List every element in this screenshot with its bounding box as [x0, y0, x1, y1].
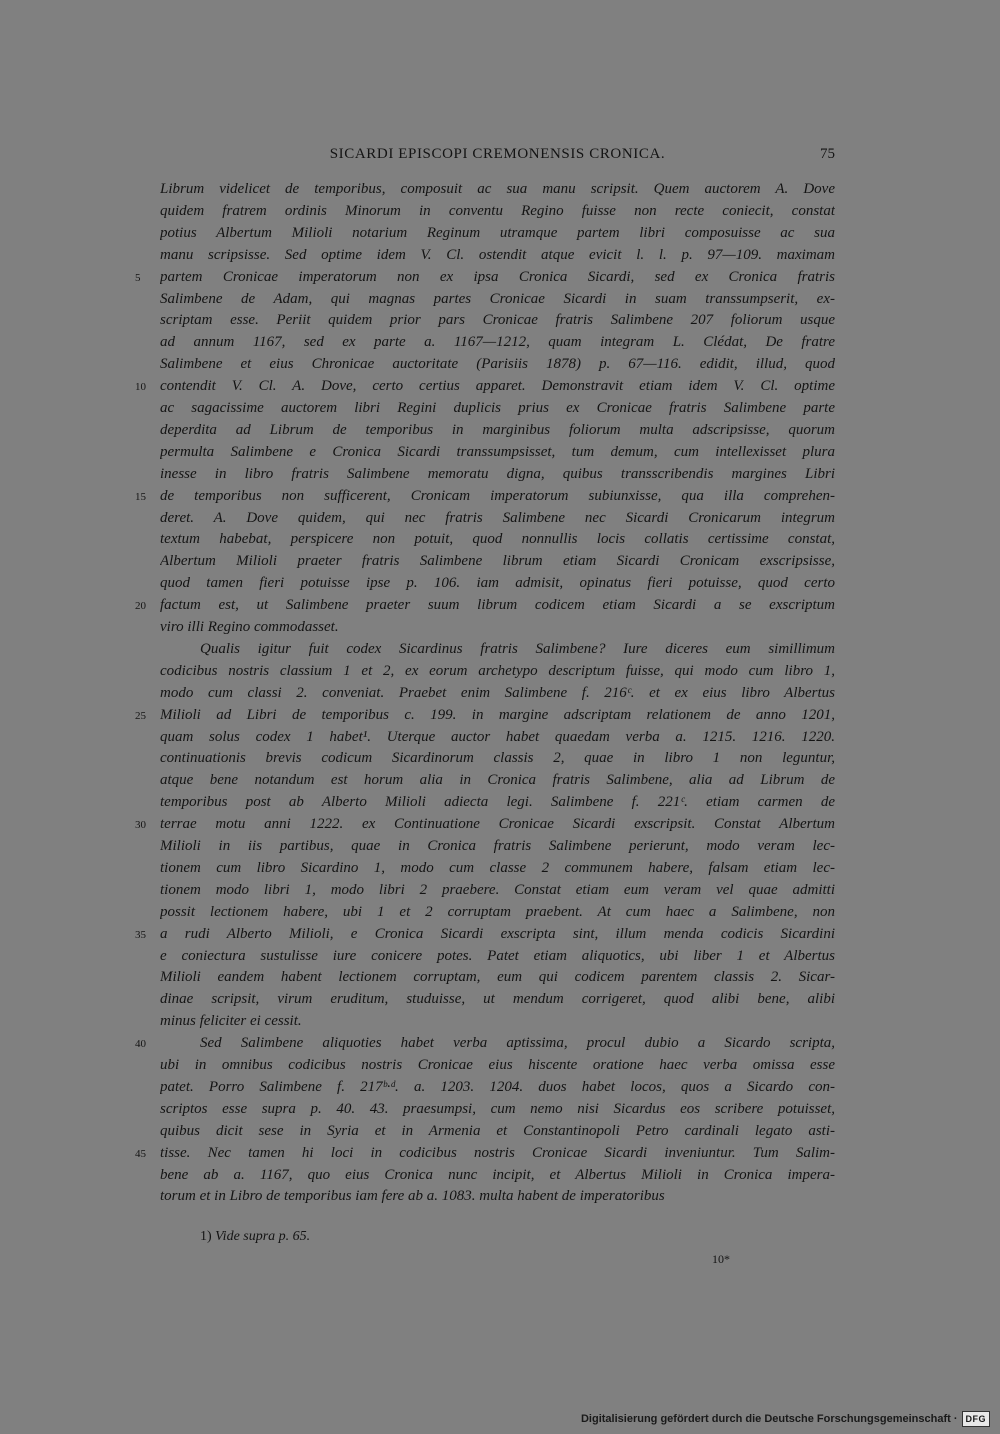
text-line: terrae motu anni 1222. ex Continuatione Cronicae Sicardi exscripsit. Constat Albertum: [160, 816, 835, 832]
text-line: ad annum 1167, sed ex parte a. 1167—1212, quam integram L. Clédat, De fratre: [160, 334, 835, 350]
line-number: 25: [135, 710, 146, 722]
text-line: modo cum classi 2. conveniat. Praebet enim Salimbene f. 216ᶜ. et ex eius libro Albertus: [160, 685, 835, 701]
text-line: quam solus codex 1 habet¹. Uterque auctor habet quaedam verba a. 1215. 1216. 1220.: [160, 729, 835, 745]
text-line: a rudi Alberto Milioli, e Cronica Sicardi exscripta sint, illum menda codicis Sicardini: [160, 926, 835, 942]
running-title: SICARDI EPISCOPI CREMONENSIS CRONICA.: [329, 146, 666, 162]
line-number: 20: [135, 600, 146, 612]
text-line: manu scripsisse. Sed optime idem V. Cl. ostendit atque evicit l. l. p. 97—109. maximam: [160, 247, 835, 263]
text-line: textum habebat, perspicere non potuit, quod nonnullis locis collatis certissime constat,: [160, 531, 835, 547]
text-line: deret. A. Dove quidem, qui nec fratris Salimbene nec Sicardi Cronicarum integrum: [160, 510, 835, 526]
text-line: Sed Salimbene aliquoties habet verba aptissima, procul dubio a Sicardo scripta,: [200, 1035, 835, 1051]
text-line: deperdita ad Librum de temporibus in marginibus foliorum multa adscripsisse, quorum: [160, 422, 835, 438]
dfg-credit: [581, 1411, 990, 1427]
text-line: continuationis brevis codicum Sicardinorum classis 2, quae in libro 1 non leguntur,: [160, 750, 835, 766]
line-number: 5: [135, 272, 141, 284]
text-line: tionem modo libri 1, modo libri 2 praebere. Constat etiam eum veram vel quae admitti: [160, 882, 835, 898]
text-line: factum est, ut Salimbene praeter suum librum codicem etiam Sicardi a se exscriptum: [160, 597, 835, 613]
dfg-credit-text: Digitalisierung gefördert durch die Deutsche Forschungsgemeinschaft ·: [580, 1413, 958, 1425]
page-number: 75: [820, 146, 835, 162]
text-line: inesse in libro fratris Salimbene memoratu digna, quibus transscribendis margines Libri: [160, 466, 835, 482]
line-number: 10: [135, 381, 146, 393]
signature-mark: 10*: [712, 1252, 730, 1266]
text-line: Milioli eandem habent lectionem corruptam, eum qui codicem parentem classis 2. Sicar-: [160, 969, 835, 985]
text-line: ac sagacissime auctorem libri Regini duplicis prius ex Cronicae fratris Salimbene parte: [160, 400, 835, 416]
dfg-logo: DFG: [962, 1411, 991, 1427]
text-line: torum et in Libro de temporibus iam fere ab a. 1083. multa habent de imperatoribus: [160, 1188, 665, 1204]
text-line: minus feliciter ei cessit.: [160, 1013, 302, 1029]
text-line: tisse. Nec tamen hi loci in codicibus nostris Cronicae Sicardi inveniuntur. Tum Salim-: [160, 1145, 835, 1161]
line-number: 30: [135, 819, 146, 831]
line-number: 45: [135, 1148, 146, 1160]
text-line: e coniectura sustulisse iure conicere potes. Patet etiam aliquotics, ubi liber 1 et Albertus: [160, 948, 835, 964]
text-line: dinae scripsit, virum eruditum, studuisse, ut mendum corrigeret, quod alibi bene, alibi: [160, 991, 835, 1007]
text-line: quibus dicit sese in Syria et in Armenia et Constantinopoli Petro cardinali legato asti-: [160, 1123, 835, 1139]
text-line: partem Cronicae imperatorum non ex ipsa Cronica Sicardi, sed ex Cronica fratris: [160, 269, 835, 285]
line-number: 15: [135, 491, 146, 503]
footnote-mark: 1): [200, 1229, 212, 1244]
text-line: possit lectionem habere, ubi 1 et 2 corruptam praebent. At cum haec a Salimbene, non: [160, 904, 835, 920]
text-line: de temporibus non sufficerent, Cronicam imperatorum subiunxisse, qua illa comprehen-: [160, 488, 835, 504]
text-line: patet. Porro Salimbene f. 217ᵇ·ᵈ. a. 1203. 1204. duos habet locos, quos a Sicardo con-: [160, 1079, 835, 1095]
text-line: Milioli ad Libri de temporibus c. 199. in margine adscriptam relationem de anno 1201,: [160, 707, 835, 723]
text-line: bene ab a. 1167, quo eius Cronica nunc incipit, et Albertus Milioli in Cronica impera-: [160, 1167, 835, 1183]
text-line: tionem cum libro Sicardino 1, modo cum classe 2 communem habere, falsam etiam lec-: [160, 860, 835, 876]
text-line: Qualis igitur fuit codex Sicardinus fratris Salimbene? Iure diceres eum simillimum: [200, 641, 835, 657]
text-line: viro illi Regino commodasset.: [160, 619, 339, 635]
text-line: Librum videlicet de temporibus, composuit ac sua manu scripsit. Quem auctorem A. Dove: [160, 181, 835, 197]
footnote: [200, 1226, 310, 1248]
text-line: temporibus post ab Alberto Milioli adiecta legi. Salimbene f. 221ᶜ. etiam carmen de: [160, 794, 835, 810]
text-line: scriptos esse supra p. 40. 43. praesumpsi, cum nemo nisi Sicardus eos scribere potuisset,: [160, 1101, 835, 1117]
text-line: codicibus nostris classium 1 et 2, ex eorum archetypo descriptum fuisse, qui modo cum libro 1,: [160, 663, 835, 679]
text-line: Albertum Milioli praeter fratris Salimbene librum etiam Sicardi Cronicam exscripsisse,: [160, 553, 835, 569]
line-number: 40: [135, 1038, 146, 1050]
text-line: contendit V. Cl. A. Dove, certo certius apparet. Demonstravit etiam idem V. Cl. optime: [160, 378, 835, 394]
text-line: ubi in omnibus codicibus nostris Cronicae eius hiscente oratione haec verba omissa esse: [160, 1057, 835, 1073]
text-line: Milioli in iis partibus, quae in Cronica fratris Salimbene perierunt, modo veram lec-: [160, 838, 835, 854]
text-line: Salimbene et eius Chronicae auctoritate (Parisiis 1878) p. 67—116. edidit, illud, quod: [160, 356, 835, 372]
text-line: Salimbene de Adam, qui magnas partes Cronicae Sicardi in suam transsumpserit, ex-: [160, 291, 835, 307]
text-line: scriptam esse. Periit quidem prior pars Cronicae fratris Salimbene 207 foliorum usque: [160, 312, 835, 328]
line-number: 35: [135, 929, 146, 941]
text-line: permulta Salimbene e Cronica Sicardi transsumpsisset, tum demum, cum intellexisset plura: [160, 444, 835, 460]
text-line: atque bene notandum est horum alia in Cronica fratris Salimbene, alia ad Librum de: [160, 772, 835, 788]
text-line: quidem fratrem ordinis Minorum in conventu Regino fuisse non recte coniecit, constat: [160, 203, 835, 219]
footnote-text: Vide supra p. 65.: [215, 1229, 311, 1244]
text-line: potius Albertum Milioli notarium Reginum utramque partem libri composuisse ac sua: [160, 225, 835, 241]
text-line: quod tamen fieri potuisse ipse p. 106. iam admisit, opinatus fieri potuisse, quod certo: [160, 575, 835, 591]
